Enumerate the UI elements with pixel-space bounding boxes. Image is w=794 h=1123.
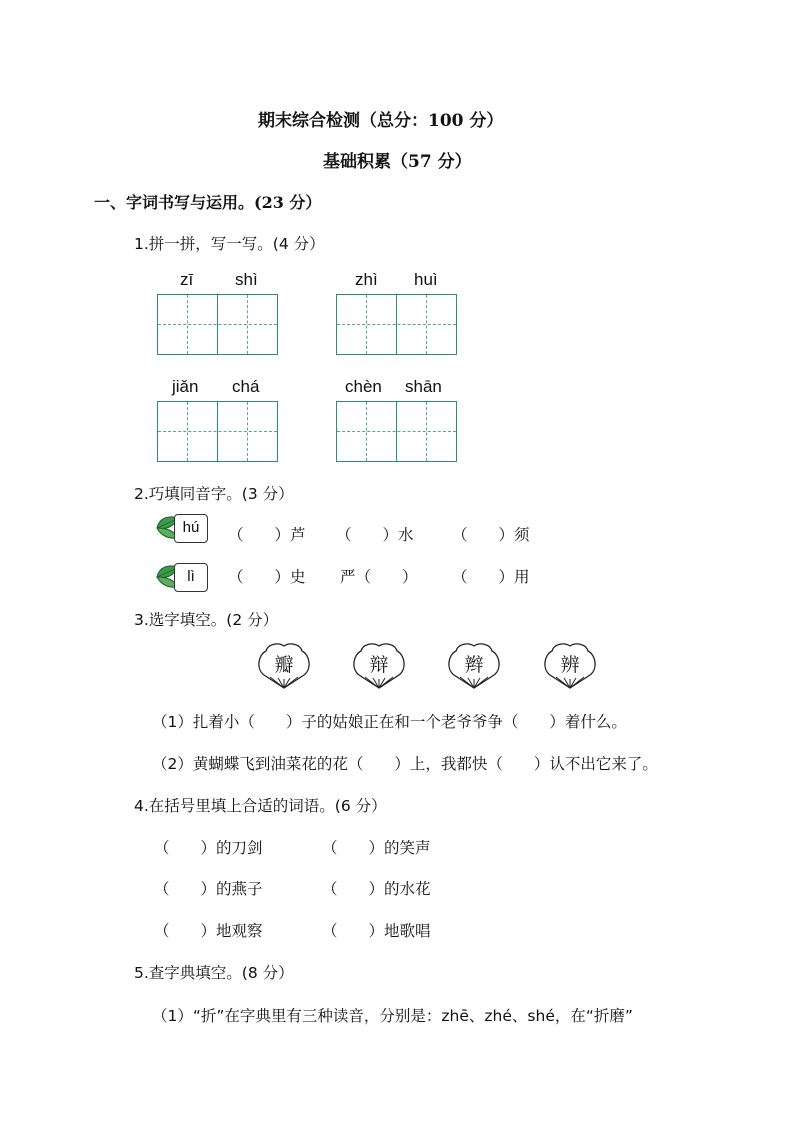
- sentence-1[interactable]: （1）扎着小（ ）子的姑娘正在和一个老爷爷争（ ）着什么。: [152, 713, 627, 731]
- fill-phrase[interactable]: （ ）的水花: [322, 880, 431, 898]
- pinyin-label: zī: [180, 270, 194, 289]
- shell-option[interactable]: [542, 641, 598, 691]
- fill-blank-item[interactable]: （ ）史: [228, 568, 306, 586]
- fill-phrase[interactable]: （ ）地观察: [154, 922, 263, 940]
- shell-char: 瓣: [274, 654, 294, 676]
- sentence-2[interactable]: （2）黄蝴蝶飞到油菜花的花（ ）上，我都快（ ）认不出它来了。: [152, 755, 658, 773]
- question-2-label: 2.巧填同音字。(3 分）: [134, 485, 294, 503]
- pinyin-box: lì: [174, 563, 208, 592]
- shell-option[interactable]: [256, 641, 312, 691]
- pinyin-label: chèn: [345, 377, 382, 396]
- question-3-label: 3.选字填空。(2 分）: [134, 611, 279, 629]
- shell-char: 辨: [560, 654, 580, 676]
- sentence-1[interactable]: （1）“折”在字典里有三种读音，分别是：zhē、zhé、shé，在“折磨”: [152, 1007, 633, 1025]
- fill-phrase[interactable]: （ ）的燕子: [154, 880, 263, 898]
- shell-char: 辫: [464, 654, 484, 676]
- question-5-label: 5.查字典填空。(8 分）: [134, 964, 294, 982]
- fill-blank-item[interactable]: （ ）须: [452, 526, 530, 544]
- writing-grid[interactable]: [157, 294, 278, 355]
- question-1-label: 1.拼一拼，写一写。(4 分）: [134, 235, 325, 253]
- question-4-label: 4.在括号里填上合适的词语。(6 分）: [134, 797, 387, 815]
- pinyin-label: shān: [405, 377, 442, 396]
- fill-blank-item[interactable]: （ ）用: [452, 568, 530, 586]
- writing-grid[interactable]: [336, 294, 457, 355]
- shell-char: 辩: [369, 654, 389, 676]
- fill-blank-item[interactable]: 严（ ）: [340, 568, 418, 586]
- fill-blank-item[interactable]: （ ）芦: [228, 526, 306, 544]
- pinyin-label: shì: [235, 270, 258, 289]
- writing-grid[interactable]: [157, 401, 278, 462]
- pinyin-label: chá: [232, 377, 260, 396]
- page-subtitle: 基础积累（57 分）: [323, 152, 472, 172]
- shell-option[interactable]: [446, 641, 502, 691]
- page-title: 期末综合检测（总分：100 分）: [258, 111, 504, 131]
- pinyin-box: hú: [174, 514, 208, 543]
- fill-phrase[interactable]: （ ）的刀剑: [154, 839, 263, 857]
- fill-blank-item[interactable]: （ ）水: [336, 526, 414, 544]
- pinyin-label: zhì: [355, 270, 378, 289]
- fill-phrase[interactable]: （ ）的笑声: [322, 839, 431, 857]
- writing-grid[interactable]: [336, 401, 457, 462]
- pinyin-label: huì: [414, 270, 438, 289]
- shell-option[interactable]: [351, 641, 407, 691]
- fill-phrase[interactable]: （ ）地歌唱: [322, 922, 431, 940]
- pinyin-label: jiǎn: [172, 377, 199, 396]
- section-heading: 一、字词书写与运用。(23 分）: [94, 193, 322, 212]
